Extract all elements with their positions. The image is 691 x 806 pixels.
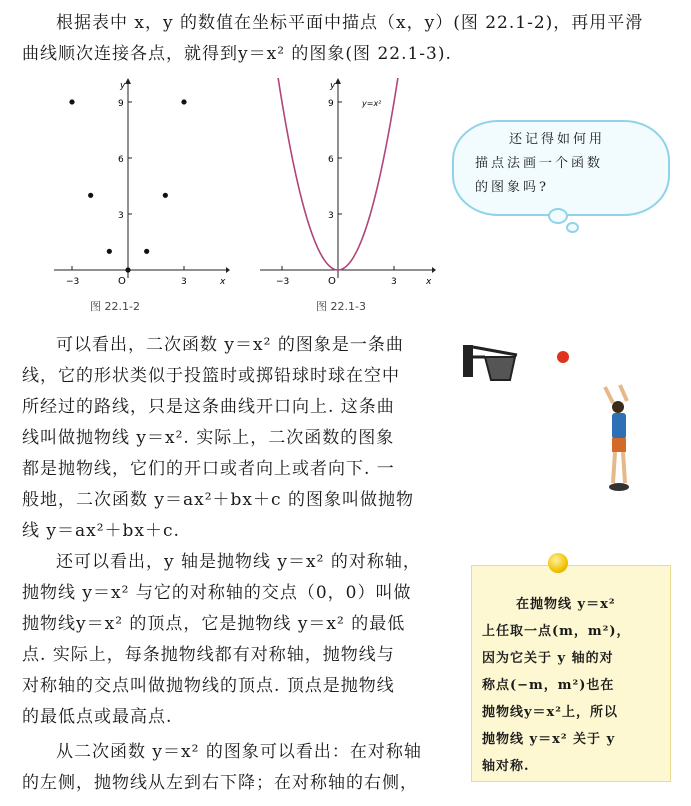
player-shorts [612, 438, 626, 452]
data-point-5 [163, 193, 168, 198]
para3-line-2: 的左侧，抛物线从左到右下降；在对称轴的右侧， [22, 773, 418, 793]
x-tick-3: 3 [391, 277, 397, 287]
para2-line-1: 还可以看出，y 轴是抛物线 y＝x² 的对称轴， [56, 552, 421, 572]
paragraph-1 [22, 330, 414, 547]
intro-line-2: 曲线顺次连接各点，就得到y＝x² 的图象(图 22.1-3). [22, 44, 452, 64]
bubble-text [475, 128, 605, 200]
x-axis-label: x [220, 277, 226, 287]
para2-line-4: 点. 实际上，每条抛物线都有对称轴，抛物线与 [22, 645, 395, 665]
data-point-2 [107, 249, 112, 254]
y-tick-6: 6 [118, 155, 124, 165]
figure-22-1-3-plot [256, 78, 436, 293]
y-tick-9: 9 [328, 99, 334, 109]
y-axis-arrow-icon [125, 78, 131, 84]
note-line-2: 上任取一点(m，m²)， [482, 624, 631, 639]
note-line-4: 称点(−m，m²)也在 [482, 678, 615, 693]
bubble-line-2: 描点法画一个函数 [475, 156, 604, 171]
para1-line-4: 线叫做抛物线 y＝x². 实际上，二次函数的图象 [22, 428, 395, 448]
para3-line-1: 从二次函数 y＝x² 的图象可以看出：在对称轴 [56, 742, 422, 762]
para2-line-3: 抛物线y＝x² 的顶点，它是抛物线 y＝x² 的最低 [22, 614, 406, 634]
hoop-net [485, 357, 515, 380]
pushpin-icon [548, 553, 568, 573]
data-point-3 [125, 267, 130, 272]
para1-line-5: 都是抛物线，它们的开口或者向上或者向下. 一 [22, 459, 395, 479]
data-point-0 [69, 99, 74, 104]
curve-label: y=x² [362, 99, 382, 108]
para1-line-6: 般地，二次函数 y＝ax²＋bx＋c 的图象叫做抛物 [22, 490, 414, 510]
basketball-icon [557, 351, 569, 363]
data-point-1 [88, 193, 93, 198]
basketball-shot-illustration [455, 335, 670, 505]
figure-22-1-2-plot [50, 78, 230, 293]
x-tick-neg3: −3 [276, 277, 290, 287]
note-line-1: 在抛物线 y＝x² [516, 597, 616, 612]
y-axis-arrow-icon [335, 78, 341, 84]
note-line-5: 抛物线y＝x²上，所以 [482, 705, 618, 720]
origin-label: O [118, 276, 126, 287]
x-axis-arrow-icon [226, 267, 230, 273]
para1-line-2: 线，它的形状类似于投篮时或掷铅球时球在空中 [22, 366, 400, 386]
x-axis-arrow-icon [432, 267, 436, 273]
note-line-3: 因为它关于 y 轴的对 [482, 651, 614, 666]
para1-line-7: 线 y＝ax²＋bx＋c. [22, 521, 180, 541]
para2-line-5: 对称轴的交点叫做抛物线的顶点. 顶点是抛物线 [22, 676, 395, 696]
note-line-6: 抛物线 y＝x² 关于 y [482, 732, 616, 747]
para2-line-2: 抛物线 y＝x² 与它的对称轴的交点（0，0）叫做 [22, 583, 412, 603]
figure-22-1-2-caption: 图 22.1-2 [90, 300, 140, 313]
data-point-6 [181, 99, 186, 104]
player-jersey [612, 413, 626, 439]
x-axis-label: x [426, 277, 432, 287]
figure-22-1-3-caption: 图 22.1-3 [316, 300, 366, 313]
y-axis-label: y [120, 81, 126, 91]
bubble-line-1: 还记得如何用 [509, 132, 606, 147]
backboard [463, 345, 473, 377]
side-note-text [482, 591, 631, 780]
para1-line-1: 可以看出，二次函数 y＝x² 的图象是一条曲 [56, 335, 404, 355]
x-tick-3: 3 [181, 277, 187, 287]
origin-label: O [328, 276, 336, 287]
y-tick-3: 3 [118, 211, 124, 221]
y-axis-label: y [330, 81, 336, 91]
note-line-7: 轴对称. [482, 759, 530, 774]
y-tick-3: 3 [328, 211, 334, 221]
bubble-tail-dot-1 [548, 208, 568, 224]
intro-line-1: 根据表中 x，y 的数值在坐标平面中描点（x，y）(图 22.1-2)，再用平滑 [56, 13, 644, 33]
para1-line-3: 所经过的路线，只是这条曲线开口向上. 这条曲 [22, 397, 395, 417]
paragraph-3 [22, 737, 422, 799]
data-point-4 [144, 249, 149, 254]
bubble-line-3: 的图象吗? [475, 180, 549, 195]
bubble-tail-dot-2 [566, 222, 579, 233]
y-tick-9: 9 [118, 99, 124, 109]
paragraph-2 [22, 547, 421, 733]
y-tick-6: 6 [328, 155, 334, 165]
para2-line-6: 的最低点或最高点. [22, 707, 173, 727]
intro-paragraph [22, 8, 643, 70]
x-tick-neg3: −3 [66, 277, 80, 287]
player-head [612, 401, 624, 413]
